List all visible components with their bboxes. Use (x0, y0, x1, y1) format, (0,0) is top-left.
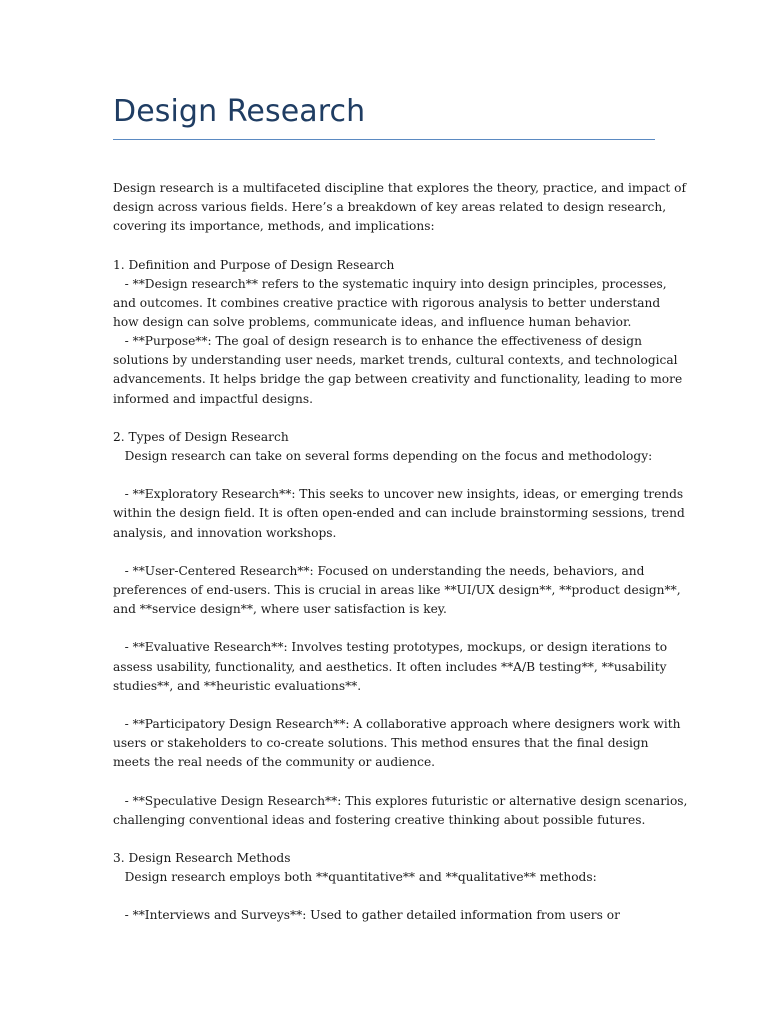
body-text-line: Design research employs both **quantitative** and **qualitative** methods: (113, 870, 597, 885)
body-text-line: 1. Definition and Purpose of Design Research (113, 257, 395, 272)
body-text-line: - **Exploratory Research**: This seeks to uncover new insights, ideas, or emerging trends (113, 487, 684, 502)
body-text-line: assess usability, functionality, and aesthetics. It often includes **A/B testing**, **usability (113, 659, 667, 674)
blank-line (113, 887, 656, 906)
body-text-line: Design research can take on several forms depending on the focus and methodology: (113, 448, 653, 463)
body-text-line: - **Design research** refers to the systematic inquiry into design principles, processes, (113, 276, 667, 291)
body-text-line: how design can solve problems, communicate ideas, and influence human behavior. (113, 314, 632, 329)
body-text-line: 2. Types of Design Research (113, 429, 289, 444)
blank-line (113, 619, 656, 638)
blank-line (113, 236, 656, 255)
body-text-line: - **Speculative Design Research**: This explores futuristic or alternative design scenarios, (113, 793, 688, 808)
body-text-line: - **User-Centered Research**: Focused on understanding the needs, behaviors, and (113, 563, 645, 578)
body-text-line: within the design field. It is often open-ended and can include brainstorming sessions, trend (113, 506, 685, 521)
blank-line (113, 772, 656, 791)
blank-line (113, 543, 656, 562)
blank-line (113, 466, 656, 485)
body-text-line: preferences of end-users. This is crucial in areas like **UI/UX design**, **product design**, (113, 582, 681, 597)
body-text-line: 3. Design Research Methods (113, 850, 291, 865)
body-text-line: - **Evaluative Research**: Involves testing prototypes, mockups, or design iterations to (113, 640, 668, 655)
body-text-line: and outcomes. It combines creative practice with rigorous analysis to better understand (113, 295, 661, 310)
blank-line (113, 830, 656, 849)
body-text-line: solutions by understanding user needs, market trends, cultural contexts, and technological (113, 353, 678, 368)
document-title: Design Research (113, 94, 366, 129)
blank-line (113, 696, 656, 715)
body-text-line: analysis, and innovation workshops. (113, 525, 337, 540)
body-text-line: - **Interviews and Surveys**: Used to gather detailed information from users or (113, 908, 620, 923)
body-text-line: design across various fields. Here’s a breakdown of key areas related to design research, (113, 200, 667, 215)
body-text-line: covering its importance, methods, and implications: (113, 219, 435, 234)
body-text-line: - **Participatory Design Research**: A collaborative approach where designers work with (113, 716, 681, 731)
body-text-line: meets the real needs of the community or audience. (113, 755, 436, 770)
body-text-line: and **service design**, where user satisfaction is key. (113, 602, 447, 617)
body-text-line: informed and impactful designs. (113, 391, 313, 406)
body-text-line: Design research is a multifaceted discipline that explores the theory, practice, and impact of (113, 181, 686, 195)
blank-line (113, 409, 656, 428)
body-text-line: challenging conventional ideas and fostering creative thinking about possible futures. (113, 812, 646, 827)
title-underline (113, 139, 655, 140)
document-body (113, 179, 688, 925)
body-text-line: advancements. It helps bridge the gap between creativity and functionality, leading to more (113, 372, 683, 387)
body-text-line: - **Purpose**: The goal of design research is to enhance the effectiveness of design (113, 334, 642, 349)
body-text-line: studies**, and **heuristic evaluations**. (113, 678, 362, 693)
body-text-line: users or stakeholders to co-create solutions. This method ensures that the final design (113, 736, 649, 751)
